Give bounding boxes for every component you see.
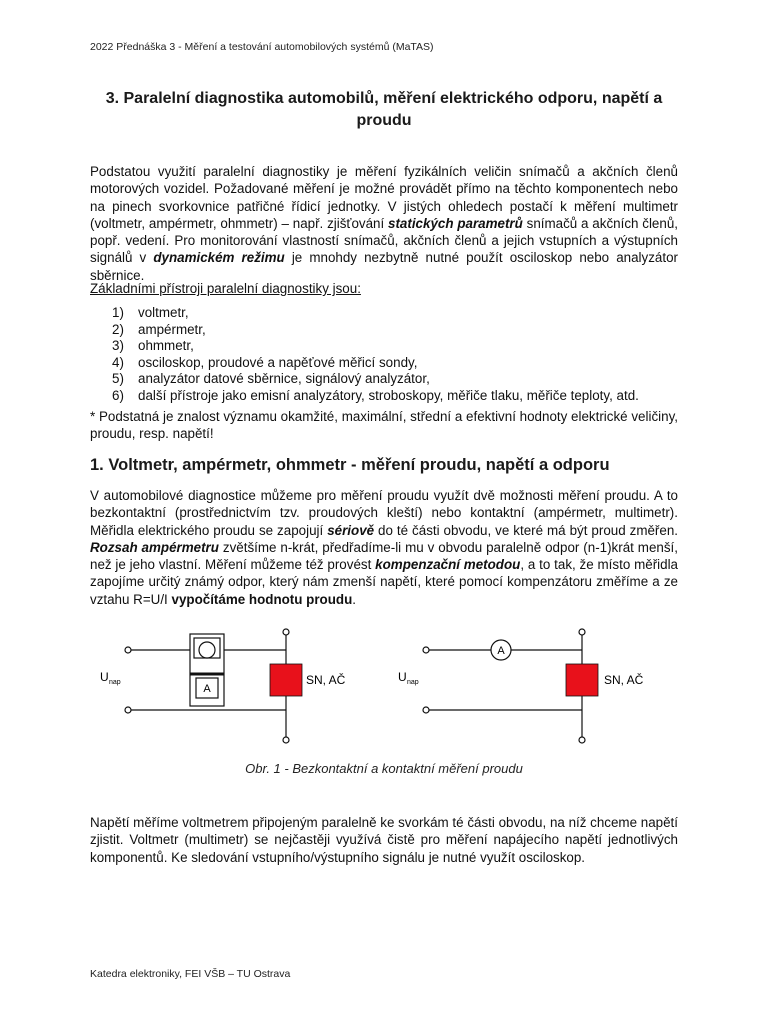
list-item: 4) osciloskop, proudové a napěťové měřicí sondy, (112, 354, 418, 370)
list-item: 1) voltmetr, (112, 305, 189, 320)
page-footer: Katedra elektroniky, FEI VŠB – TU Ostrava (90, 968, 291, 980)
list-item: 6) další přístroje jako emisní analyzátory, stroboskopy, měřiče tlaku, měřiče teploty, atd. (112, 387, 639, 403)
voltage-label-right: U (398, 670, 407, 684)
figure-caption: Obr. 1 - Bezkontaktní a kontaktní měření proudu (245, 761, 523, 776)
ammeter-label-left: A (203, 683, 211, 695)
voltage-subscript-left: nap (109, 679, 121, 686)
circuit-diagram (90, 624, 690, 748)
list-item: 5) analyzátor datové sběrnice, signálový analyzátor, (112, 371, 430, 386)
voltage-paragraph: Napětí měříme voltmetrem připojeným paralelně ke svorkám té části obvodu, na níž chceme napětí zjistit. Voltmetr (multimetr) se nejčastěji využívá čistě pro měření napájecího napětí jednotlivých komponentů. Ke sledování vstupního/výstupního signálu je nutné využít osciloskop. (90, 815, 678, 865)
instruments-heading: Základními přístroji paralelní diagnostiky jsou: (90, 281, 361, 296)
list-item: 2) ampérmetr, (112, 321, 206, 337)
load-block-right (566, 664, 598, 696)
current-measurement-paragraph: V automobilové diagnostice můžeme pro měření proudu využít dvě možnosti měření proudu. A to bezkontaktní (prostřednictvím tzv. proudových kleští) nebo kontaktní (ampérmetr, multimetr). Měřidla elektrického proudu se zapojují sériově do té části obvodu, ve které má být proud změřen. Rozsah ampérmetru zvětšíme n-krát, předřadíme-li mu v obvodu paralelně odpor (n-1)krát menší, než je jeho vlastní. Měření můžeme též provést kompenzační metodou, a to tak, že místo měřidla zapojíme určitý známý odpor, který nám zmenší napětí, které pomocí kompenzátoru změříme a ze vztahu R=U/I vypočítáme hodnotu proudu. (90, 488, 678, 607)
note-paragraph: * Podstatná je znalost významu okamžité, maximální, střední a efektivní hodnoty elektrické veličiny, proudu, resp. napětí! (90, 409, 678, 442)
intro-paragraph: Podstatou využití paralelní diagnostiky je měření fyzikálních veličin snímačů a akčních členů motorových vozidel. Požadované měření je možné provádět přímo na těchto komponentech nebo na pinech svorkovnice patřičné řídicí jednotky. V jistých ohledech postačí k měření multimetr (voltmetr, ampérmetr, ohmmetr) – např. zjišťování statických parametrů snímačů a akčních členů, popř. vedení. Pro monitorování vlastností snímačů, akčních členů a jejich vstupních a výstupních signálů v dynamickém režimu je mnohdy nezbytně nutné použít osciloskop nebo analyzátor sběrnice. (90, 164, 678, 283)
load-block-left (270, 664, 302, 696)
load-label-left: SN, AČ (306, 673, 346, 687)
page-header: 2022 Přednáška 3 - Měření a testování automobilových systémů (MaTAS) (90, 41, 434, 53)
ammeter-label-right: A (497, 645, 505, 657)
load-label-right: SN, AČ (604, 673, 644, 687)
instruments-list (112, 305, 639, 404)
page-title: 3. Paralelní diagnostika automobilů, měření elektrického odporu, napětí a proudu (105, 90, 663, 129)
voltage-label-left: U (100, 670, 109, 684)
list-item: 3) ohmmetr, (112, 338, 194, 353)
section-heading: 1. Voltmetr, ampérmetr, ohmmetr - měření proudu, napětí a odporu (90, 456, 610, 474)
voltage-subscript-right: nap (407, 679, 419, 686)
